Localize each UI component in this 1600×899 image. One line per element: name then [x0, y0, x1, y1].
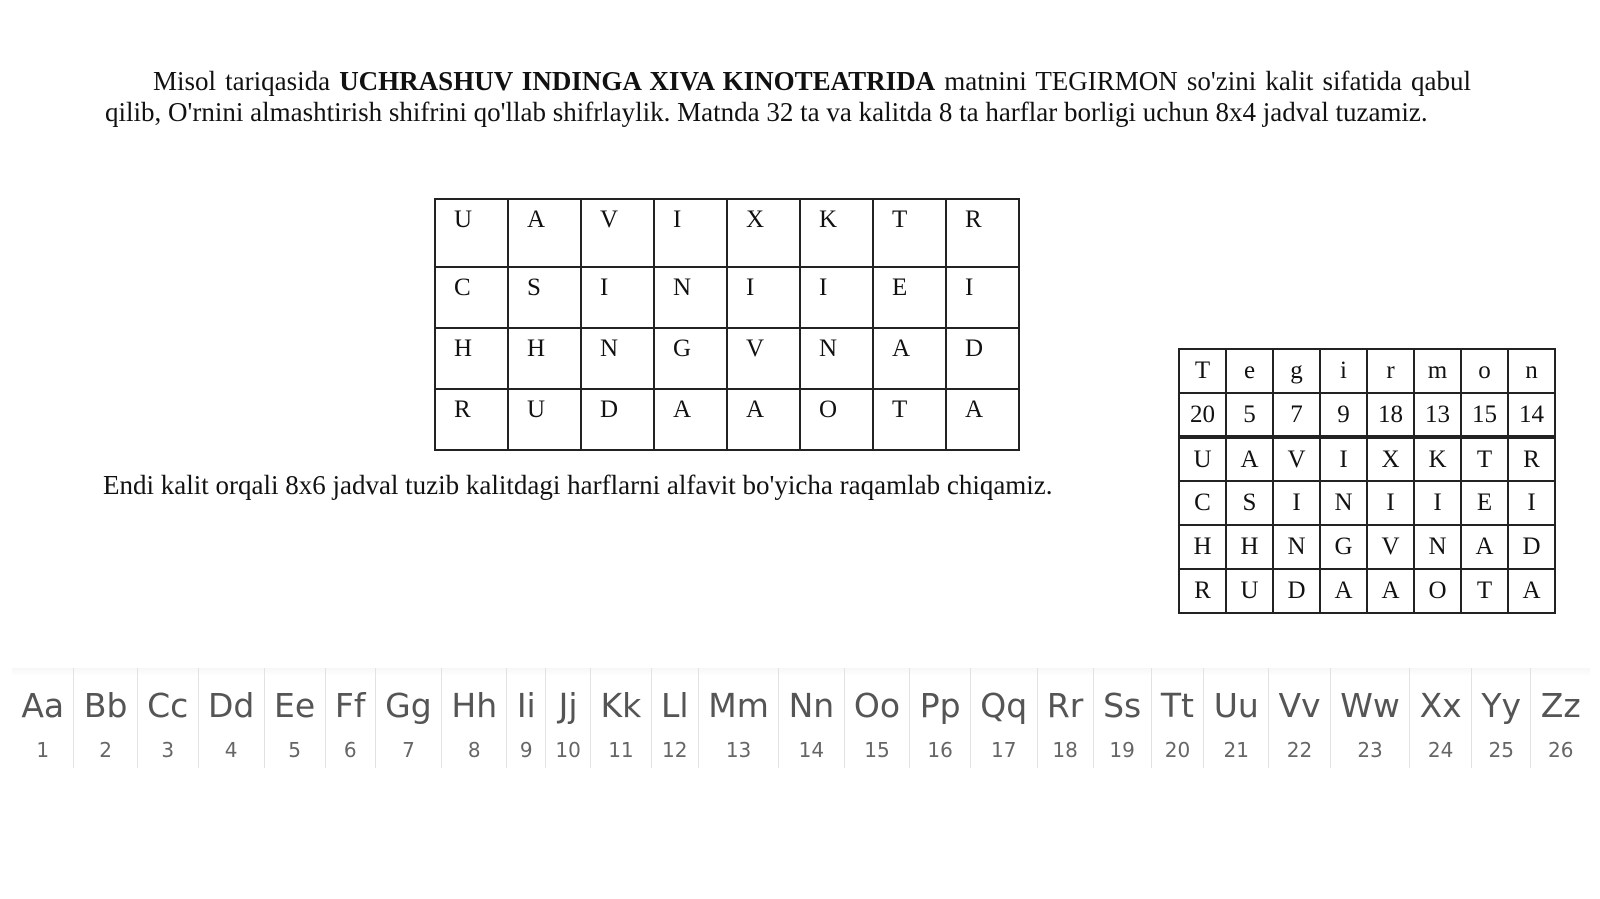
key-grid-cell: A	[1320, 569, 1367, 613]
key-grid-cell: I	[1273, 481, 1320, 525]
alphabet-number: 14	[798, 738, 825, 762]
alphabet-cell	[199, 668, 265, 768]
alphabet-number: 7	[402, 738, 415, 762]
alphabet-number: 16	[927, 738, 953, 762]
cipher-cell: D	[581, 389, 654, 450]
alphabet-number: 20	[1164, 738, 1191, 762]
alphabet-number: 4	[224, 738, 238, 762]
key-grid-cell: V	[1273, 437, 1320, 481]
key-letter-row	[1179, 349, 1555, 393]
cipher-cell: O	[800, 389, 873, 450]
cipher-row	[435, 389, 1019, 450]
cipher-cell: I	[727, 267, 800, 328]
key-letter-cell: o	[1461, 349, 1508, 393]
key-letter-cell: m	[1414, 349, 1461, 393]
cipher-cell: I	[946, 267, 1019, 328]
cipher-cell: A	[654, 389, 727, 450]
cipher-cell: H	[435, 328, 508, 389]
key-grid-cell: D	[1273, 569, 1320, 613]
key-grid-cell: H	[1179, 525, 1226, 569]
key-grid-cell: U	[1226, 569, 1273, 613]
key-grid-cell: H	[1226, 525, 1273, 569]
alphabet-number: 3	[161, 738, 175, 762]
cipher-cell: H	[508, 328, 581, 389]
plaintext-bold: UCHRASHUV INDINGA XIVA KINOTEATRIDA	[339, 66, 936, 96]
alphabet-number: 21	[1223, 738, 1249, 762]
alphabet-cell	[1204, 668, 1269, 768]
key-letter-cell: r	[1367, 349, 1414, 393]
cipher-cell: K	[800, 199, 873, 267]
alphabet-letter: Pp	[919, 686, 961, 725]
cipher-table	[434, 198, 1020, 451]
key-number-cell: 14	[1508, 393, 1555, 437]
alphabet-number: 12	[662, 738, 688, 762]
alphabet-letter: Zz	[1540, 686, 1581, 725]
key-number-cell: 5	[1226, 393, 1273, 437]
cipher-cell: R	[435, 389, 508, 450]
alphabet-letter: Uu	[1213, 686, 1259, 725]
cipher-cell: T	[873, 199, 946, 267]
alphabet-cell	[265, 668, 326, 768]
cipher-cell: G	[654, 328, 727, 389]
key-grid-cell: I	[1414, 481, 1461, 525]
key-number-cell: 7	[1273, 393, 1320, 437]
key-grid-cell: R	[1179, 569, 1226, 613]
cipher-cell: N	[800, 328, 873, 389]
cipher-cell: S	[508, 267, 581, 328]
key-grid-cell: A	[1226, 437, 1273, 481]
cipher-row	[435, 328, 1019, 389]
alphabet-cell	[1152, 668, 1205, 768]
key-grid-cell: D	[1508, 525, 1555, 569]
key-grid-cell: X	[1367, 437, 1414, 481]
alphabet-number: 23	[1357, 738, 1383, 762]
key-grid-cell: N	[1414, 525, 1461, 569]
key-grid-cell: A	[1367, 569, 1414, 613]
key-number-cell: 15	[1461, 393, 1508, 437]
cipher-cell: U	[508, 389, 581, 450]
alphabet-number: 17	[991, 738, 1017, 762]
cipher-cell: D	[946, 328, 1019, 389]
key-grid-cell: V	[1367, 525, 1414, 569]
alphabet-cell	[699, 668, 779, 768]
alphabet-cell	[1531, 668, 1590, 768]
key-grid-cell: O	[1414, 569, 1461, 613]
key-grid-cell: K	[1414, 437, 1461, 481]
alphabet-number: 2	[99, 738, 112, 762]
key-grid-cell: R	[1508, 437, 1555, 481]
alphabet-cell	[845, 668, 911, 768]
alphabet-cell	[652, 668, 699, 768]
alphabet-number: 19	[1109, 738, 1135, 762]
alphabet-number: 13	[725, 738, 752, 762]
key-number-cell: 20	[1179, 393, 1226, 437]
alphabet-number: 26	[1548, 738, 1574, 762]
alphabet-cell	[138, 668, 199, 768]
alphabet-number: 25	[1488, 738, 1514, 762]
key-grid-cell: C	[1179, 481, 1226, 525]
alphabet-cell	[546, 668, 591, 768]
alphabet-cell	[1038, 668, 1094, 768]
alphabet-letter: Ss	[1103, 686, 1142, 725]
key-letter-cell: n	[1508, 349, 1555, 393]
cipher-cell: T	[873, 389, 946, 450]
key-grid-cell: A	[1508, 569, 1555, 613]
cipher-cell: C	[435, 267, 508, 328]
alphabet-letter: Hh	[451, 686, 498, 725]
alphabet-number: 5	[288, 738, 301, 762]
key-grid-cell: S	[1226, 481, 1273, 525]
key-grid-cell: G	[1320, 525, 1367, 569]
alphabet-letter: Aa	[21, 686, 65, 725]
key-letter-cell: i	[1320, 349, 1367, 393]
alphabet-cell	[1410, 668, 1472, 768]
key-grid-cell: I	[1508, 481, 1555, 525]
cipher-row	[435, 199, 1019, 267]
alphabet-letter: Ww	[1340, 686, 1400, 725]
key-grid-row	[1179, 437, 1555, 481]
key-grid-cell: T	[1461, 437, 1508, 481]
cipher-cell: X	[727, 199, 800, 267]
key-grid-cell: I	[1320, 437, 1367, 481]
key-grid-cell: N	[1320, 481, 1367, 525]
key-number-row	[1179, 393, 1555, 437]
alphabet-number: 22	[1286, 738, 1313, 762]
alphabet-letter: Vv	[1278, 686, 1321, 725]
alphabet-cell	[326, 668, 376, 768]
intro-paragraph	[105, 66, 1471, 128]
cipher-cell: V	[727, 328, 800, 389]
alphabet-cell	[1472, 668, 1531, 768]
alphabet-letter: Ll	[661, 686, 689, 725]
alphabet-cell	[779, 668, 844, 768]
alphabet-number: 1	[36, 738, 50, 762]
cipher-cell: V	[581, 199, 654, 267]
key-grid-cell: N	[1273, 525, 1320, 569]
cipher-cell: R	[946, 199, 1019, 267]
cipher-cell: I	[800, 267, 873, 328]
cipher-row	[435, 267, 1019, 328]
key-number-cell: 9	[1320, 393, 1367, 437]
key-grid-row	[1179, 569, 1555, 613]
alphabet-letter: Tt	[1160, 686, 1194, 725]
alphabet-number: 18	[1052, 738, 1078, 762]
key-table	[1178, 348, 1556, 614]
key-grid-row	[1179, 481, 1555, 525]
alphabet-letter: Ee	[274, 686, 316, 725]
alphabet-letter: Kk	[600, 686, 642, 725]
key-grid-cell: T	[1461, 569, 1508, 613]
key-letter-cell: e	[1226, 349, 1273, 393]
key-grid-cell: E	[1461, 481, 1508, 525]
alphabet-cell	[910, 668, 971, 768]
alphabet-cell	[12, 668, 74, 768]
key-grid-row	[1179, 525, 1555, 569]
alphabet-number: 6	[343, 738, 357, 762]
alphabet-letter: Ff	[334, 686, 366, 725]
key-letter-cell: g	[1273, 349, 1320, 393]
alphabet-letter: Oo	[853, 686, 901, 725]
alphabet-letter: Jj	[558, 686, 578, 725]
alphabet-cell	[1094, 668, 1152, 768]
alphabet-letter: Cc	[147, 686, 189, 725]
cipher-cell: A	[727, 389, 800, 450]
alphabet-number: 24	[1427, 738, 1454, 762]
cipher-cell: A	[873, 328, 946, 389]
alphabet-letter: Ii	[516, 686, 536, 725]
cipher-cell: N	[581, 328, 654, 389]
key-grid-cell: A	[1461, 525, 1508, 569]
alphabet-cell	[376, 668, 442, 768]
alphabet-number: 15	[864, 738, 890, 762]
alphabet-cell	[1269, 668, 1331, 768]
alphabet-cell	[591, 668, 651, 768]
alphabet-cell	[442, 668, 507, 768]
alphabet-strip	[12, 668, 1590, 768]
alphabet-number: 11	[608, 738, 634, 762]
alphabet-letter: Bb	[83, 686, 128, 725]
key-number-cell: 18	[1367, 393, 1414, 437]
instruction-sentence: Endi kalit orqali 8x6 jadval tuzib kalitdagi harflarni alfavit bo'yicha raqamlab chiqamiz.	[103, 470, 1053, 500]
alphabet-cell	[507, 668, 546, 768]
alphabet-letter: Qq	[980, 686, 1028, 725]
intro-rest: matnini TEGIRMON so'zini kalit sifatida qabul qilib, O'rnini almashtirish shifrini qo'llab shifrlaylik. Matnda 32 ta va kalitda 8 ta harflar borligi uchun 8x4 jadval tuzamiz.	[105, 66, 1472, 127]
alphabet-letter: Gg	[385, 686, 432, 725]
key-number-cell: 13	[1414, 393, 1461, 437]
alphabet-cell	[74, 668, 137, 768]
cipher-cell: A	[946, 389, 1019, 450]
cipher-cell: U	[435, 199, 508, 267]
key-letter-cell: T	[1179, 349, 1226, 393]
key-grid-cell: U	[1179, 437, 1226, 481]
alphabet-letter: Mm	[708, 686, 769, 725]
alphabet-letter: Nn	[788, 686, 835, 725]
alphabet-letter: Xx	[1419, 686, 1462, 725]
alphabet-number: 9	[519, 738, 533, 762]
key-grid-cell: I	[1367, 481, 1414, 525]
cipher-cell: I	[654, 199, 727, 267]
alphabet-number: 8	[467, 738, 481, 762]
alphabet-cell	[971, 668, 1038, 768]
cipher-cell: N	[654, 267, 727, 328]
alphabet-letter: Yy	[1481, 686, 1522, 725]
cipher-cell: I	[581, 267, 654, 328]
alphabet-letter: Rr	[1046, 686, 1084, 725]
cipher-cell: A	[508, 199, 581, 267]
cipher-cell: E	[873, 267, 946, 328]
alphabet-number: 10	[555, 738, 581, 762]
intro-lead: Misol tariqasida	[153, 66, 340, 96]
alphabet-cell	[1331, 668, 1410, 768]
alphabet-letter: Dd	[207, 686, 255, 725]
